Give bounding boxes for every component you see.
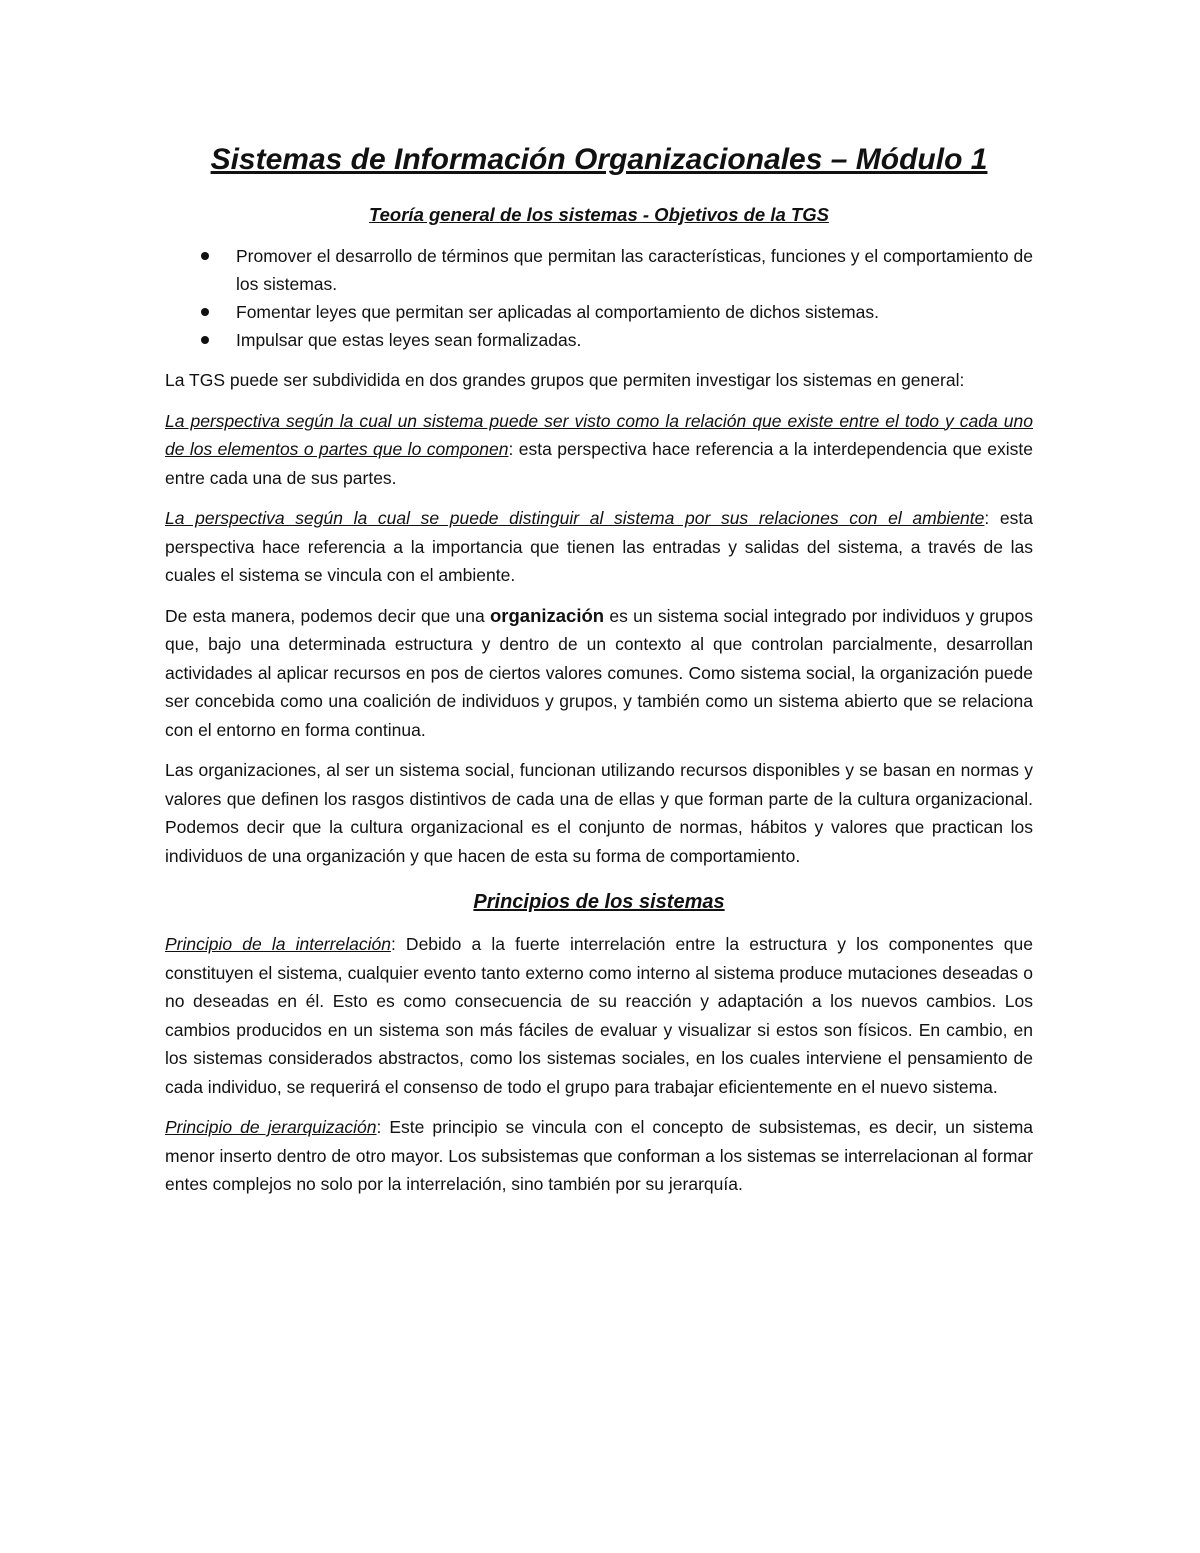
perspective-2-label: La perspectiva según la cual se puede distinguir al sistema por sus relaciones con el ambiente <box>165 508 985 528</box>
list-item <box>165 242 1033 298</box>
list-item-text: Fomentar leyes que permitan ser aplicadas al comportamiento de dichos sistemas. <box>236 302 879 322</box>
paragraph-tgs: La TGS puede ser subdividida en dos grandes grupos que permiten investigar los sistemas en general: <box>165 370 965 390</box>
principle-2-text: : Este principio se vincula con el concepto de subsistemas, es decir, un sistema menor inserto dentro de otro mayor. Los subsistemas que conforman a los sistemas se interrelacionan al formar entes complejos no solo por la interrelación, sino también por su jerarquía. <box>165 1117 1034 1194</box>
org-text-after: es un sistema social integrado por individuos y grupos que, bajo una determinada estructura y dentro de un contexto al que controlan parcialmente, desarrollan actividades al aplicar recursos en pos de ciertos valores comunes. Como sistema social, la organización puede ser concebida como una coalición de individuos y grupos, y también como un sistema abierto que se relaciona con el entorno en forma continua. <box>165 605 1034 740</box>
paragraph-organizacion <box>165 602 1033 745</box>
principle-2-label: Principio de jerarquización <box>165 1117 377 1137</box>
document-page <box>165 140 1033 1211</box>
paragraph-perspective-2 <box>165 504 1033 590</box>
paragraph-principio-jerarquizacion <box>165 1113 1033 1199</box>
tgs-subtitle: Teoría general de los sistemas - Objetivos de la TGS <box>369 204 829 225</box>
document-title: Sistemas de Información Organizacionales – Módulo 1 <box>210 143 988 176</box>
org-keyword: organización <box>489 604 605 626</box>
bullet-icon <box>201 336 209 344</box>
bullet-icon <box>201 308 209 316</box>
org-text-before: De esta manera, podemos decir que una <box>165 605 490 626</box>
list-item-text: Promover el desarrollo de términos que permitan las características, funciones y el comportamiento de los sistemas. <box>236 246 1033 294</box>
principle-1-label: Principio de la interrelación <box>165 934 391 954</box>
paragraph-perspective-1 <box>165 407 1033 493</box>
principle-1-text: : Debido a la fuerte interrelación entre la estructura y los componentes que constituyen el sistema, cualquier evento tanto externo como interno al sistema produce mutaciones deseadas o no deseadas en él. Esto es como consecuencia de su reacción y adaptación a los nuevos cambios. Los cambios producidos en un sistema son más fáciles de evaluar y visualizar si estos son físicos. En cambio, en los sistemas considerados abstractos, como los sistemas sociales, en los cuales interviene el pensamiento de cada individuo, se requerirá el consenso de todo el grupo para trabajar eficientemente en el nuevo sistema. <box>165 934 1033 1097</box>
section-title-principios: Principios de los sistemas <box>473 891 725 913</box>
objectives-list <box>165 242 1033 354</box>
paragraph-cultura: Las organizaciones, al ser un sistema social, funcionan utilizando recursos disponibles y se basan en normas y valores que definen los rasgos distintivos de cada una de ellas y que forman parte de la cultura organizacional. Podemos decir que la cultura organizacional es el conjunto de normas, hábitos y valores que practican los individuos de una organización y que hacen de esta su forma de comportamiento. <box>165 760 1033 866</box>
perspective-2-text: : esta perspectiva hace referencia a la importancia que tienen las entradas y salidas del sistema, a través de las cuales el sistema se vincula con el ambiente. <box>165 508 1033 585</box>
bullet-icon <box>201 252 209 260</box>
list-item <box>165 326 1033 354</box>
paragraph-principio-interrelacion <box>165 930 1033 1101</box>
list-item <box>165 298 1033 326</box>
perspective-1-label: La perspectiva según la cual un sistema puede ser visto como la relación que existe entre el todo y cada uno de los elementos o partes que lo componen <box>165 410 1033 459</box>
list-item-text: Impulsar que estas leyes sean formalizadas. <box>236 330 582 350</box>
perspective-1-text: : esta perspectiva hace referencia a la interdependencia que existe entre cada una de sus partes. <box>165 439 1033 488</box>
